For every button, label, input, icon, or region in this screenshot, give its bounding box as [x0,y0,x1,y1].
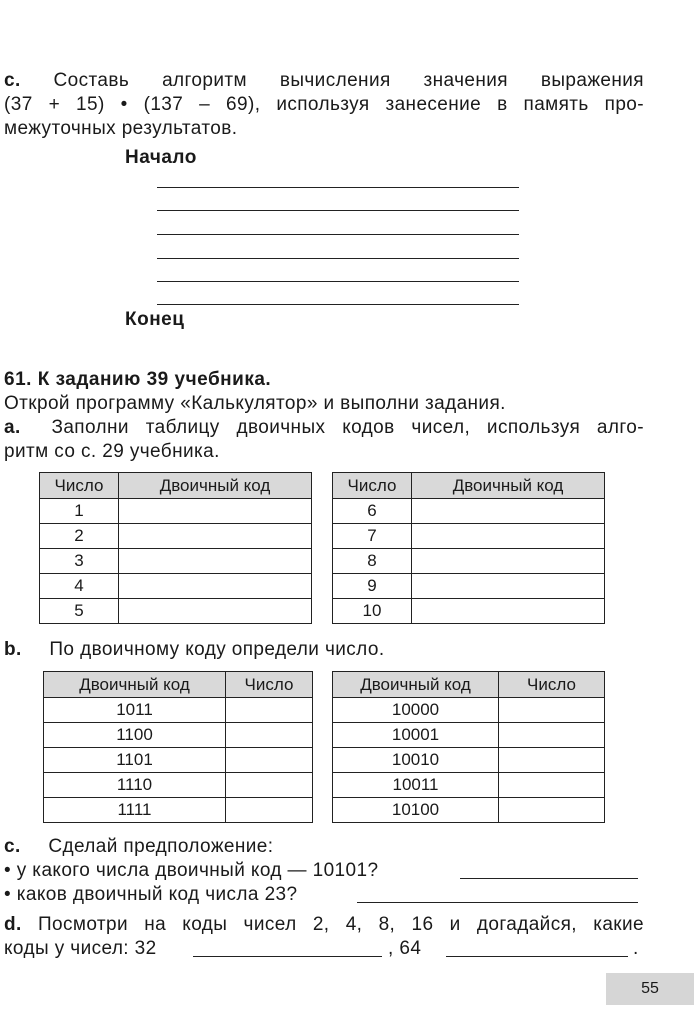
answer-cell[interactable] [499,798,605,823]
binary-code-cell: 1100 [44,723,226,748]
table-header: Двоичный код [119,473,312,499]
table-header: Число [499,672,605,698]
table-row [333,549,605,574]
algorithm-answer-line-6[interactable] [157,304,519,305]
answer-line-64[interactable] [446,940,628,957]
answer-cell[interactable] [226,723,313,748]
number-cell: 1 [40,499,119,524]
task-61d-line2-mid: , 64 [388,938,422,959]
answer-cell[interactable] [412,499,605,524]
task-61c-bullet-1 [4,859,378,883]
algorithm-answer-line-4[interactable] [157,258,519,259]
number-cell: 10 [333,599,412,624]
table-row [44,798,313,823]
task-61a-line2: ритм со с. 29 учебника. [4,441,220,462]
number-cell: 4 [40,574,119,599]
answer-cell[interactable] [499,748,605,773]
task-61a-line1 [4,416,644,440]
answer-cell[interactable] [499,698,605,723]
answer-cell[interactable] [119,524,312,549]
table-header: Число [333,473,412,499]
answer-cell[interactable] [119,499,312,524]
algorithm-answer-line-1[interactable] [157,187,519,188]
answer-line-bullet-2[interactable] [357,886,638,903]
number-cell: 6 [333,499,412,524]
table-a-right [332,472,605,624]
table-row [44,723,313,748]
table-row [333,773,605,798]
table-row [40,499,312,524]
number-cell: 5 [40,599,119,624]
binary-code-cell: 1110 [44,773,226,798]
table-row [333,698,605,723]
answer-cell[interactable] [226,798,313,823]
bullet-2-text: • каков двоичный код числа 23? [4,884,298,905]
answer-cell[interactable] [119,549,312,574]
task-61d-text-1: Посмотри на коды чисел 2, 4, 8, 16 и догадайся, какие [37,914,644,935]
number-cell: 8 [333,549,412,574]
number-cell: 3 [40,549,119,574]
answer-line-bullet-1[interactable] [460,862,638,879]
answer-cell[interactable] [412,574,605,599]
task-61a-label: a. [4,417,21,438]
answer-cell[interactable] [119,574,312,599]
table-row [44,773,313,798]
page-number: 55 [606,973,694,1005]
binary-code-cell: 1101 [44,748,226,773]
table-header: Число [40,473,119,499]
table-row [333,499,605,524]
table-row [333,574,605,599]
task-61-intro: Открой программу «Калькулятор» и выполни задания. [4,393,506,414]
number-cell: 9 [333,574,412,599]
table-row [44,698,313,723]
algorithm-end-label: Конец [125,309,185,330]
table-header: Двоичный код [412,473,605,499]
task-61c-bullet-2 [4,883,297,907]
table-row [333,798,605,823]
task-61b-text: По двоичному коду определи число. [49,639,385,660]
binary-code-cell: 1011 [44,698,226,723]
answer-line-32[interactable] [193,940,382,957]
table-row [40,549,312,574]
task-61c-label: c. [4,836,21,857]
answer-cell[interactable] [499,723,605,748]
table-header: Двоичный код [44,672,226,698]
task-61c-line [4,835,273,859]
table-row [333,748,605,773]
task-61d-line2-prefix: коды у чисел: 32 [4,938,157,959]
algorithm-answer-line-2[interactable] [157,210,519,211]
answer-cell[interactable] [226,773,313,798]
table-row [333,524,605,549]
answer-cell[interactable] [119,599,312,624]
table-row [44,748,313,773]
task-61a-text-1: Заполни таблицу двоичных кодов чисел, используя алго- [51,417,644,438]
table-row [40,524,312,549]
task-61d-label: d. [4,914,22,935]
answer-cell[interactable] [412,549,605,574]
binary-code-cell: 1111 [44,798,226,823]
table-row [40,599,312,624]
algorithm-answer-line-3[interactable] [157,234,519,235]
bullet-1-text: • у какого числа двоичный код — 10101? [4,860,379,881]
task-61c-text: Сделай предположение: [48,836,274,857]
binary-code-cell: 10100 [333,798,499,823]
task-c-label: c. [4,70,21,91]
task-61-heading: 61. К заданию 39 учебника. [4,369,272,390]
table-a-left [39,472,312,624]
binary-code-cell: 10010 [333,748,499,773]
task-61d-line2-end: . [633,938,639,959]
task-61b-line [4,638,385,662]
algorithm-start-label: Начало [125,147,197,168]
answer-cell[interactable] [226,698,313,723]
answer-cell[interactable] [412,599,605,624]
table-header: Число [226,672,313,698]
number-cell: 2 [40,524,119,549]
answer-cell[interactable] [499,773,605,798]
table-row [333,599,605,624]
table-b-left [43,671,313,823]
table-header: Двоичный код [333,672,499,698]
algorithm-answer-line-5[interactable] [157,281,519,282]
task-c-text-1: Составь алгоритм вычисления значения выражения [53,70,644,91]
answer-cell[interactable] [412,524,605,549]
task-c-line2: (37 + 15) • (137 – 69), используя занесение в память про- [4,94,644,115]
answer-cell[interactable] [226,748,313,773]
table-row [40,574,312,599]
task-c-line1 [4,69,644,93]
binary-code-cell: 10000 [333,698,499,723]
number-cell: 7 [333,524,412,549]
task-61d-line1 [4,913,644,937]
binary-code-cell: 10001 [333,723,499,748]
task-c-line3: межуточных результатов. [4,118,238,139]
table-b-right [332,671,605,823]
task-61b-label: b. [4,639,22,660]
table-row [333,723,605,748]
binary-code-cell: 10011 [333,773,499,798]
